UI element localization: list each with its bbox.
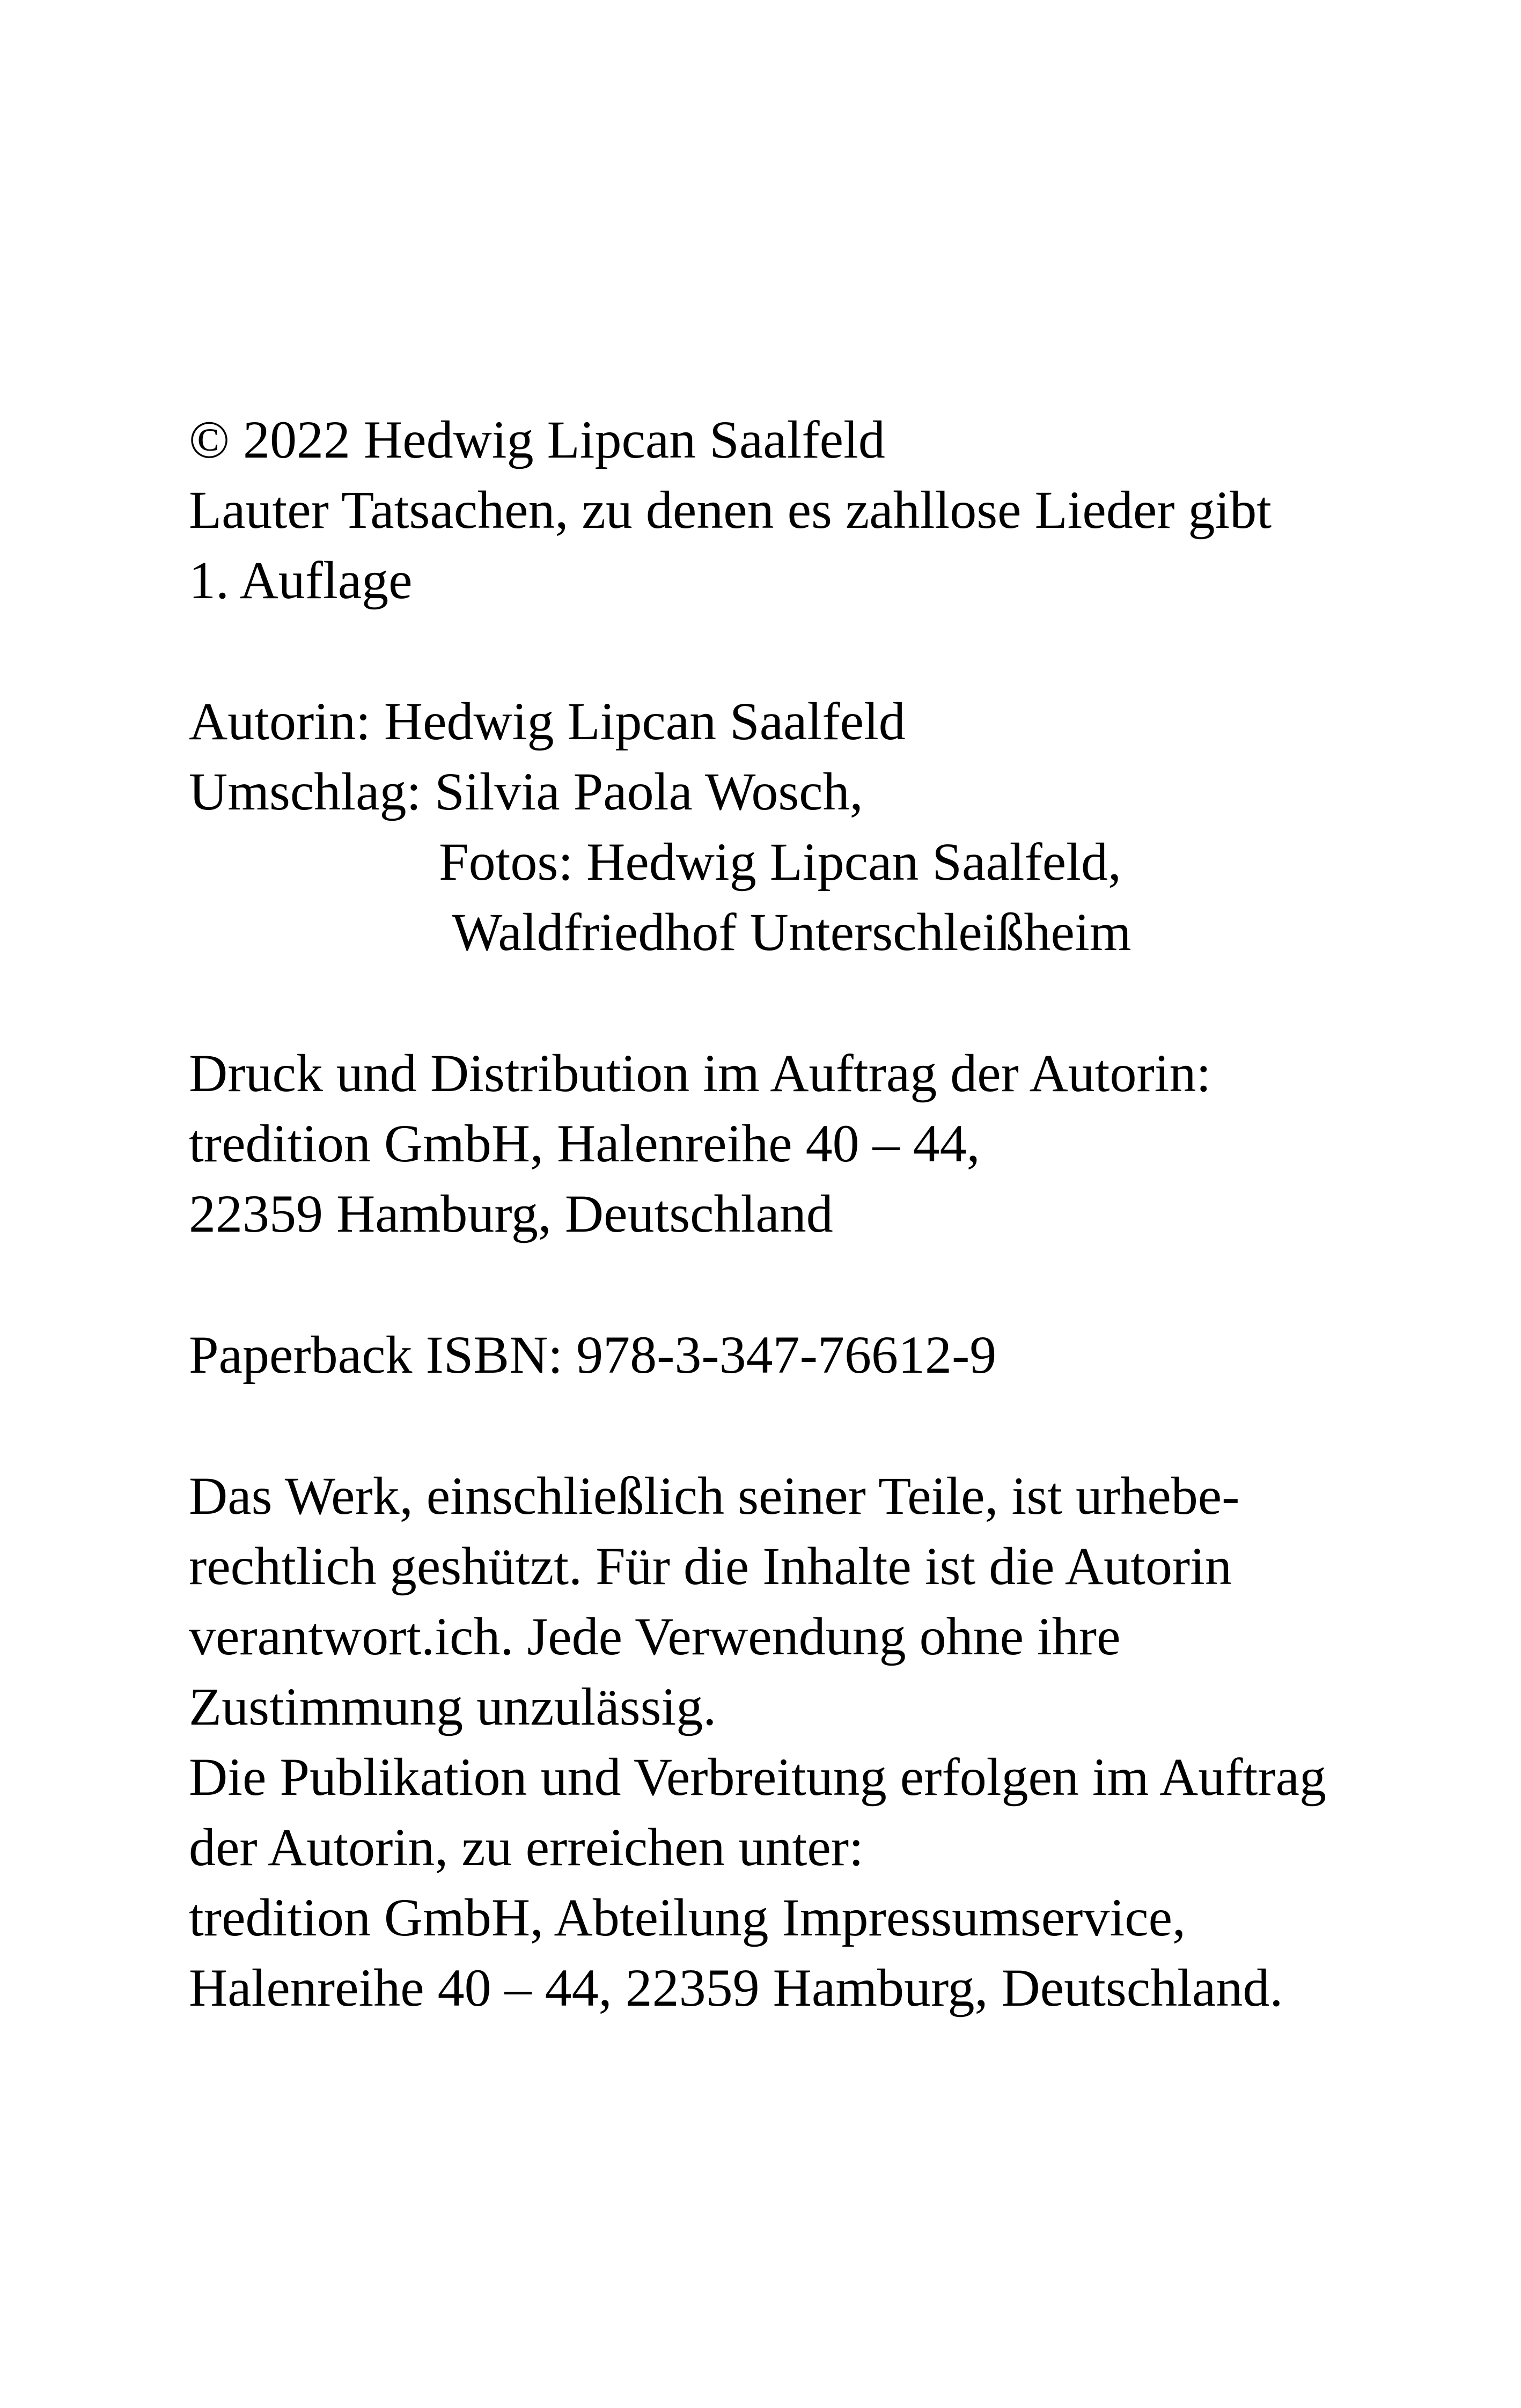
rights-text-line: verantwort.ich. Jede Verwendung ohne ihre <box>189 1607 1121 1666</box>
book-title: Lauter Tatsachen, zu denen es zahllose Lieder gibt <box>189 480 1272 540</box>
photos-line: Fotos: Hedwig Lipcan Saalfeld, <box>439 832 1121 892</box>
cover-line: Umschlag: Silvia Paola Wosch, <box>189 762 863 821</box>
publisher-city: 22359 Hamburg, Deutschland <box>189 1184 833 1243</box>
copyright-line: © 2022 Hedwig Lipcan Saalfeld <box>189 410 885 469</box>
author-line: Autorin: Hedwig Lipcan Saalfeld <box>189 691 906 751</box>
rights-text-line: tredition GmbH, Abteilung Impressumservice, <box>189 1888 1186 1947</box>
rights-text-line: Das Werk, einschließlich seiner Teile, ist urhebe- <box>189 1466 1240 1526</box>
rights-text-line: Halenreihe 40 – 44, 22359 Hamburg, Deutschland. <box>189 1958 1283 2017</box>
rights-text-line: Die Publikation und Verbreitung erfolgen im Auftrag <box>189 1747 1326 1807</box>
photos-location-line: Waldfriedhof Unterschleißheim <box>452 902 1131 962</box>
isbn-line: Paperback ISBN: 978-3-347-76612-9 <box>189 1325 997 1385</box>
edition-line: 1. Auflage <box>189 550 413 610</box>
print-heading: Druck und Distribution im Auftrag der Autorin: <box>189 1043 1211 1103</box>
rights-text-line: rechtlich geshützt. Für die Inhalte ist die Autorin <box>189 1536 1232 1596</box>
publisher-street: tredition GmbH, Halenreihe 40 – 44, <box>189 1114 980 1173</box>
rights-text-line: der Autorin, zu erreichen unter: <box>189 1817 864 1877</box>
rights-text-line: Zustimmung unzulässig. <box>189 1677 717 1736</box>
